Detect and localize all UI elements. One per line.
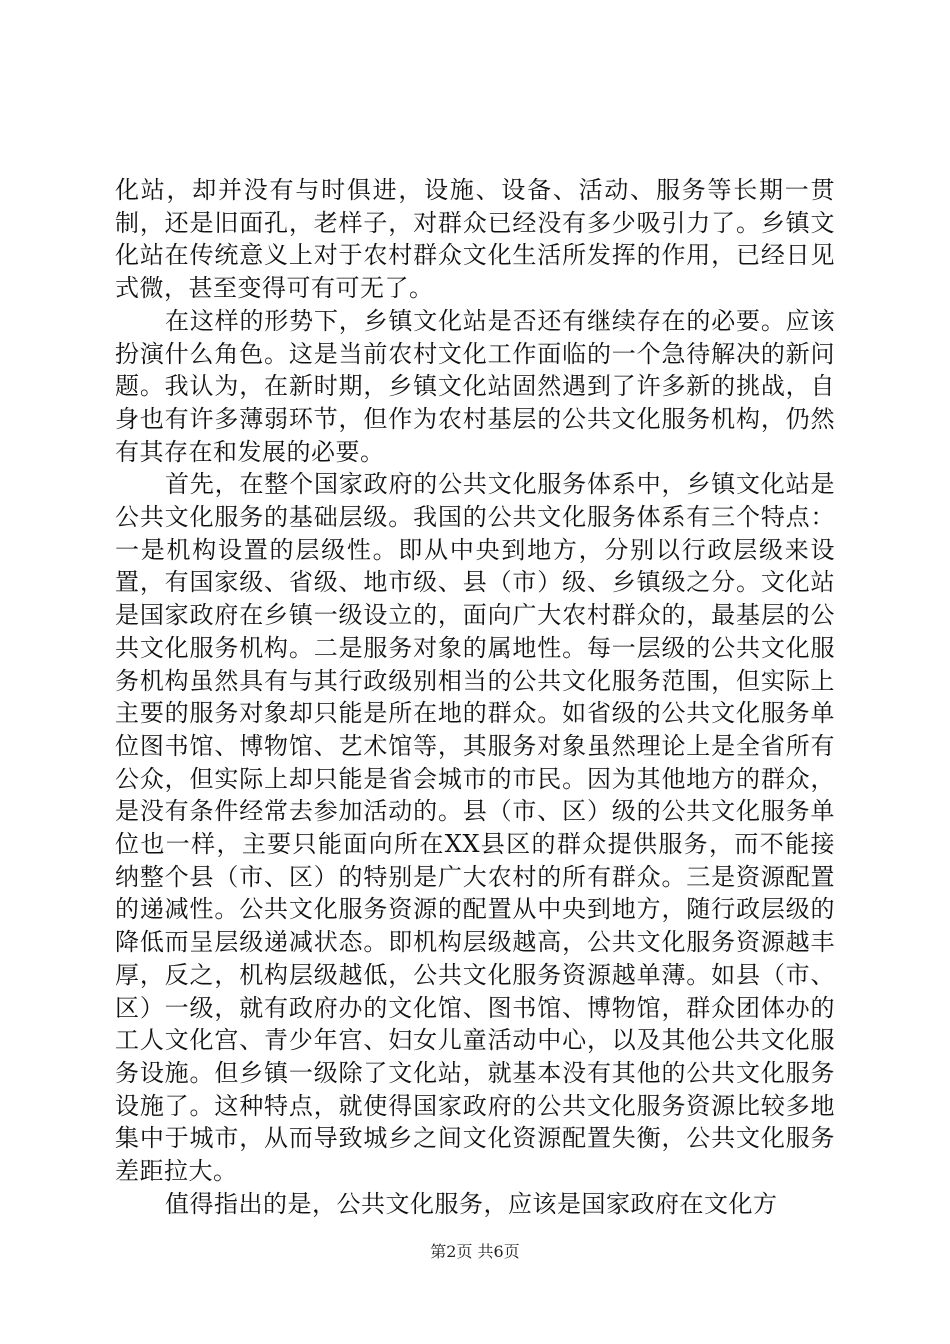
paragraph-note: 值得指出的是，公共文化服务，应该是国家政府在文化方 [165,1189,778,1218]
page-number-footer: 第2页 共6页 [430,1242,520,1261]
paragraph-situation: 在这样的形势下，乡镇文化站是否还有继续存在的必要。应该扮演什么角色。这是当前农村文化工作面临的一个急待解决的新问题。我认为，在新时期，乡镇文化站固然遇到了许多新的挑战，自身也有许多薄弱环节，但作为农村基层的公共文化服务机构，仍然有其存在和发展的必要。 [115,306,835,466]
document-body [115,174,835,1221]
paragraph-first-point: 首先，在整个国家政府的公共文化服务体系中，乡镇文化站是公共文化服务的基础层级。我国的公共文化服务体系有三个特点：一是机构设置的层级性。即从中央到地方，分别以行政层级来设置，有国家级、省级、地市级、县（市）级、乡镇级之分。文化站是国家政府在乡镇一级设立的，面向广大农村群众的，最基层的公共文化服务机构。二是服务对象的属地性。每一层级的公共文化服务机构虽然具有与其行政级别相当的公共文化服务范围，但实际上主要的服务对象却只能是所在地的群众。如省级的公共文化服务单位图书馆、博物馆、艺术馆等，其服务对象虽然理论上是全省所有公众，但实际上却只能是省会城市的市民。因为其他地方的群众，是没有条件经常去参加活动的。县（市、区）级的公共文化服务单位也一样，主要只能面向所在XX县区的群众提供服务，而不能接纳整个县（市、区）的特别是广大农村的所有群众。三是资源配置的递减性。公共文化服务资源的配置从中央到地方，随行政层级的降低而呈层级递减状态。即机构层级越高，公共文化服务资源越丰厚，反之，机构层级越低，公共文化服务资源越单薄。如县（市、区）一级，就有政府办的文化馆、图书馆、博物馆，群众团体办的工人文化宫、青少年宫、妇女儿童活动中心，以及其他公共文化服务设施。但乡镇一级除了文化站，就基本没有其他的公共文化服务设施了。这种特点，就使得国家政府的公共文化服务资源比较多地集中于城市，从而导致城乡之间文化资源配置失衡，公共文化服务差距拉大。 [115,470,835,1186]
paragraph-continuation: 化站，却并没有与时俱进，设施、设备、活动、服务等长期一贯制，还是旧面孔，老样子，对群众已经没有多少吸引力了。乡镇文化站在传统意义上对于农村群众文化生活所发挥的作用，已经日见式微，甚至变得可有可无了。 [115,176,835,303]
